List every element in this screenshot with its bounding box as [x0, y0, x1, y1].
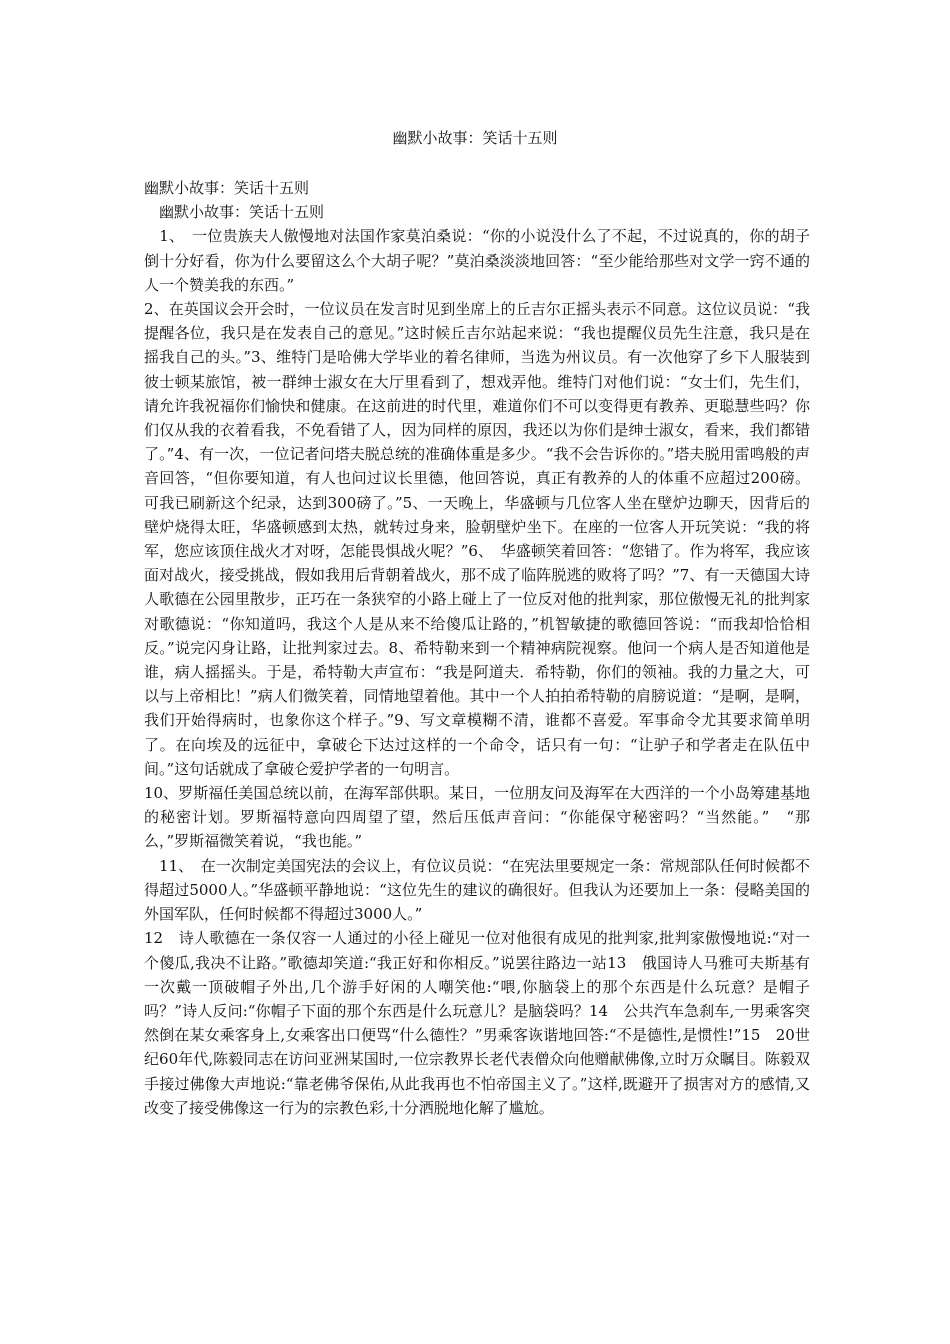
paragraph: 2、在英国议会开会时，一位议员在发言时见到坐席上的丘吉尔正摇头表示不同意。这位议员说：“我提醒各位，我只是在发表自己的意见。”这时候丘吉尔站起来说：“我也提醒仪员先生注意，我只是在摇我自己的头。”3、维特门是哈佛大学毕业的着名律师，当选为州议员。有一次他穿了乡下人服装到彼士顿某旅馆，被一群绅士淑女在大厅里看到了，想戏弄他。维特门对他们说：“女士们，先生们，请允许我祝福你们愉快和健康。在这前进的时代里，难道你们不可以变得更有教养、更聪慧些吗？你们仅从我的衣着看我，不免看错了人，因为同样的原因，我还以为你们是绅士淑女，看来，我们都错了。”4、有一次，一位记者问塔夫脱总统的准确体重是多少。“我不会告诉你的。”塔夫脱用雷鸣般的声音回答，“但你要知道，有人也问过议长里德，他回答说，真正有教养的人的体重不应超过200磅。可我已刷新这个纪录，达到300磅了。”5、一天晚上，华盛顿与几位客人坐在壁炉边聊天，因背后的壁炉烧得太旺，华盛顿感到太热，就转过身来，脸朝壁炉坐下。在座的一位客人开玩笑说：“我的将军，您应该顶住战火才对呀，怎能畏惧战火呢？”6、 华盛顿笑着回答：“您错了。作为将军，我应该面对战火，接受挑战，假如我用后背朝着战火，那不成了临阵脱逃的败将了吗？”7、有一天德国大诗人歌德在公园里散步，正巧在一条狭窄的小路上碰上了一位反对他的批判家，那位傲慢无礼的批判家对歌德说：“你知道吗，我这个人是从来不给傻瓜让路的，”机智敏捷的歌德回答说：“而我却恰恰相反。”说完闪身让路，让批判家过去。8、希特勒来到一个精神病院视察。他问一个病人是否知道他是谁，病人摇摇头。于是，希特勒大声宣布：“我是阿道夫．希特勒，你们的领袖。我的力量之大，可以与上帝相比！”病人们微笑着，同情地望着他。其中一个人拍拍希特勒的肩膀说道：“是啊，是啊，我们开始得病时，也象你这个样子。”9、写文章模糊不清，谁都不喜爱。军事命令尤其要求简单明了。在向埃及的远征中，拿破仑下达过这样的一个命令，话只有一句：“让驴子和学者走在队伍中间。”这句话就成了拿破仑爱护学者的一句明言。 — [144, 300, 810, 778]
paragraph: 幽默小故事：笑话十五则 — [144, 179, 310, 197]
page-title: 幽默小故事：笑话十五则 — [392, 129, 558, 147]
paragraph: 11、 在一次制定美国宪法的会议上，有位议员说：“在宪法里要规定一条：常规部队任何时候都不得超过5000人。”华盛顿平静地说：“这位先生的建议的确很好。但我认为还要加上一条：侵略美国的外国军队，任何时候都不得超过3000人。” — [144, 856, 810, 924]
paragraph: 10、罗斯福任美国总统以前，在海军部供职。某日，一位朋友问及海军在大西洋的一个小岛筹建基地的秘密计划。罗斯福特意向四周望了望，然后压低声音问：“你能保守秘密吗？“当然能。” “那么，”罗斯福微笑着说，“我也能。” — [144, 784, 810, 851]
paragraph: 12 诗人歌德在一条仅容一人通过的小径上碰见一位对他很有成见的批判家,批判家傲慢地说:“对一个傻瓜,我决不让路。”歌德却笑道:“我正好和你相反。”说罢往路边一站13 俄国诗人马雅可夫斯基有一次戴一顶破帽子外出,几个游手好闲的人嘲笑他:“喂,你脑袋上的那个东西是什么玩意？是帽子吗？”诗人反问:“你帽子下面的那个东西是什么玩意儿？是脑袋吗？14 公共汽车急刹车,一男乘客突然倒在某女乘客身上,女乘客出口便骂“什么德性？”男乘客诙谐地回答:“不是德性,是惯性!”15 20世纪60年代,陈毅同志在访问亚洲某国时,一位宗教界长老代表僧众向他赠献佛像,立时万众瞩目。陈毅双手接过佛像大声地说:“靠老佛爷保佑,从此我再也不怕帝国主义了。”这样,既避开了损害对方的感情,又改变了接受佛像这一行为的宗教色彩,十分洒脱地化解了尴尬。 — [144, 929, 810, 1117]
document-body — [144, 176, 810, 1120]
paragraph: 1、 一位贵族夫人傲慢地对法国作家莫泊桑说：“你的小说没什么了不起，不过说真的，你的胡子倒十分好看，你为什么要留这么个大胡子呢？”莫泊桑淡淡地回答：“至少能给那些对文学一窍不通的人一个赞美我的东西。” — [144, 227, 810, 294]
paragraph: 幽默小故事：笑话十五则 — [144, 203, 325, 222]
